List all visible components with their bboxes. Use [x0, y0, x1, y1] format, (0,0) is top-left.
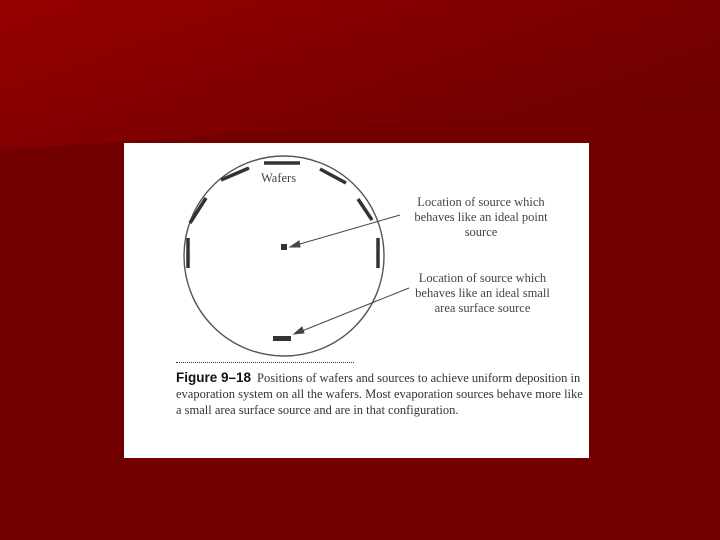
point-source [281, 244, 287, 250]
area-source-label [400, 271, 565, 316]
wafer [190, 198, 206, 223]
wafer [320, 169, 346, 183]
wafers-label: Wafers [261, 171, 297, 185]
figure-caption-text: Positions of wafers and sources to achieve uniform deposition in evaporation system on all the wafers. Most evaporation sources behave more like a small area surface source and are in that configuration. [176, 371, 583, 417]
area-source-arrow [297, 288, 409, 333]
point-source-label-line: source [464, 225, 498, 239]
point-source-label-line: Location of source which [417, 195, 545, 209]
area-source-arrowhead [294, 327, 304, 334]
point-source-label-line: behaves like an ideal point [414, 210, 548, 224]
caption-divider [176, 362, 354, 363]
point-source-label [396, 195, 566, 240]
point-source-arrow [293, 215, 400, 246]
point-source-arrowhead [290, 241, 300, 247]
area-source-label-line: area surface source [434, 301, 531, 315]
figure-caption-label: Figure 9–18 [176, 370, 252, 385]
area-source-label-line: Location of source which [418, 271, 547, 285]
wafer [221, 168, 249, 180]
chamber-outline [184, 156, 384, 356]
wafer [358, 199, 372, 220]
area-source-label-line: behaves like an ideal small [415, 286, 550, 300]
area-source [273, 336, 291, 341]
figure-caption [176, 370, 588, 418]
figure-panel [124, 143, 589, 458]
